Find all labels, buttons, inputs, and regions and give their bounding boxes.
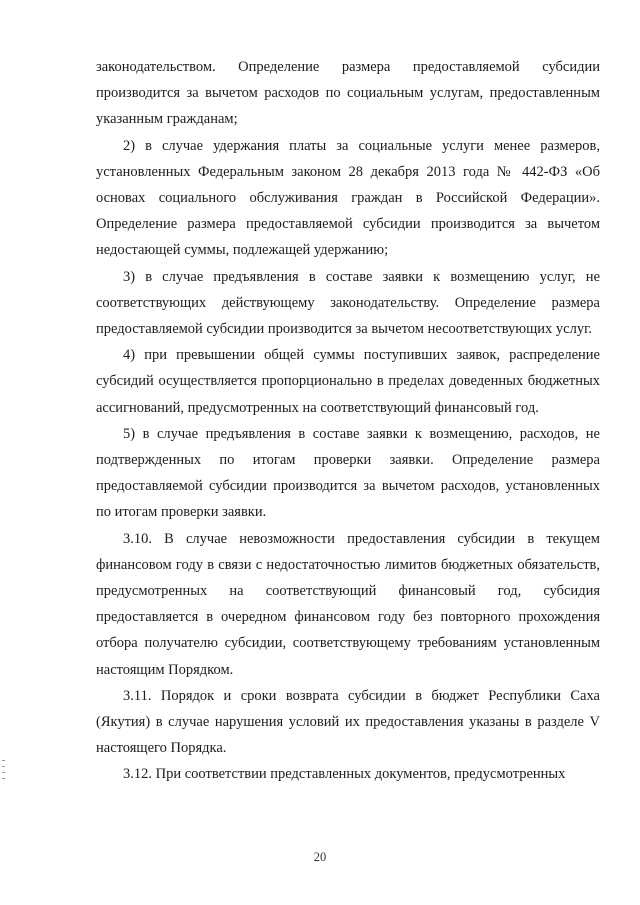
paragraph-continuation: законодательством. Определение размера предоставляемой субсидии производится за вычетом расходов по социальным услугам, предоставленным указанным гражданам; <box>96 59 600 128</box>
paragraph-3-11: 3.11. Порядок и сроки возврата субсидии в бюджет Республики Саха (Якутия) в случае нарушения условий их предоставления указаны в разделе V настоящего Порядка. <box>96 687 600 757</box>
page-number: 20 <box>313 850 327 864</box>
paragraph-item-5: 5) в случае предъявления в составе заявки к возмещению, расходов, не подтвержденных по итогам проверки заявки. Определение размера предоставляемой субсидии производится за вычетом расходов, установленных по итогам проверки заявки. <box>96 425 600 521</box>
document-body <box>96 54 600 788</box>
paragraph-3-12: 3.12. При соответствии представленных документов, предусмотренных <box>123 766 566 783</box>
paragraph-item-3: 3) в случае предъявления в составе заявки к возмещению услуг, не соответствующих действующему законодательству. Определение размера предоставляемой субсидии производится за вычетом несоответствующих услуг. <box>96 268 600 338</box>
paragraph-item-2: 2) в случае удержания платы за социальные услуги менее размеров, установленных Федеральным законом 28 декабря 2013 года № 442-ФЗ «Об основах социального обслуживания граждан в Российской Федерации». Определение размера предоставляемой субсидии производится за вычетом недостающей суммы, подлежащей удержанию; <box>96 137 600 259</box>
paragraph-3-10: 3.10. В случае невозможности предоставления субсидии в текущем финансовом году в связи с недостаточностью лимитов бюджетных обязательств, предусмотренных на соответствующий финансовый год, субсидия предоставляется в очередном финансовом году без повторного прохождения отбора получателю субсидии, соответствующему требованиям установленным настоящим Порядком. <box>96 530 600 678</box>
paragraph-item-4: 4) при превышении общей суммы поступивших заявок, распределение субсидий осуществляется пропорционально в пределах доведенных бюджетных ассигнований, предусмотренных на соответствующий финансовый год. <box>96 347 600 416</box>
scan-margin-marks <box>2 760 6 790</box>
